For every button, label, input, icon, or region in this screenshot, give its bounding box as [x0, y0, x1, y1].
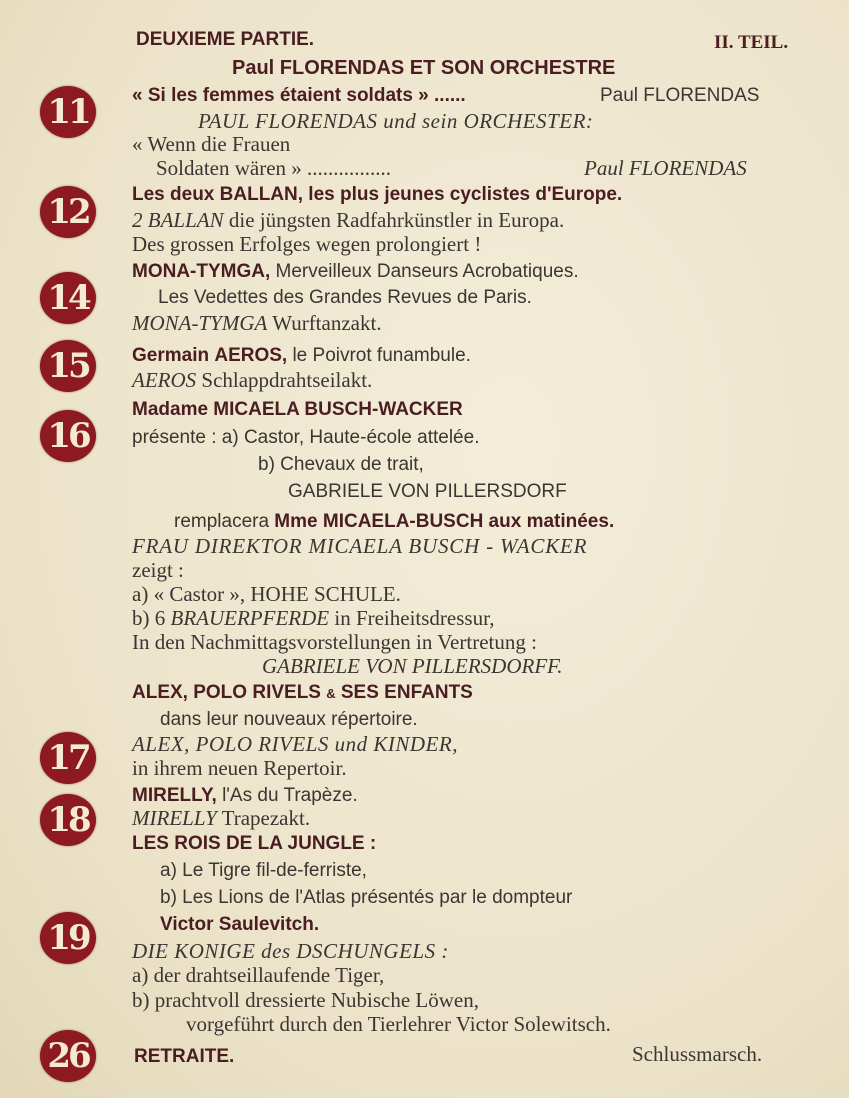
part-title-fr: DEUXIEME PARTIE. [136, 29, 315, 50]
act19-fr3: Victor Saulevitch. [160, 914, 320, 935]
act15-name: AEROS, [214, 345, 288, 366]
act15-de-desc: Schlappdrahtseilakt. [201, 368, 373, 392]
number-badge-14: 14 [40, 272, 96, 324]
act26-fr: RETRAITE. [134, 1046, 235, 1067]
act19-fr2: b) Les Lions de l'Atlas présentés par le dompteur [160, 887, 573, 908]
number-badge-15: 15 [40, 340, 96, 392]
act15-de [132, 368, 372, 392]
act17-title [132, 679, 473, 706]
act14-name: MONA-TYMGA, [132, 261, 271, 282]
act16-de5: GABRIELE VON PILLERSDORFF. [262, 654, 563, 678]
act19-fr1: a) Le Tigre fil-de-ferriste, [160, 860, 367, 881]
number-badge-26: 26 [40, 1030, 96, 1082]
act11-fr-author: Paul FLORENDAS [600, 85, 760, 106]
act14-fr [132, 258, 579, 284]
act17-de1: in ihrem neuen Repertoir. [132, 756, 347, 780]
act18-desc: l'As du Trapèze. [222, 785, 358, 806]
act16-title: Madame MICAELA BUSCH-WACKER [132, 399, 463, 420]
act14-desc: Merveilleux Danseurs Acrobatiques. [275, 261, 579, 282]
number-badge-17: 17 [40, 732, 96, 784]
act15-fr [132, 342, 471, 368]
act14-de [132, 311, 382, 335]
act19-title: LES ROIS DE LA JUNGLE : [132, 833, 377, 854]
act12-de1 [132, 208, 564, 232]
act16-de4: In den Nachmittagsvorstellungen in Vertretung : [132, 630, 537, 654]
act16-de3 [132, 606, 495, 630]
act14-de-desc: Wurftanzakt. [272, 311, 382, 335]
number-badge-16: 16 [40, 410, 96, 462]
act16-fr4-post: aux matinées. [488, 511, 615, 532]
act17-amp: & [326, 686, 336, 701]
act11-fr-title: « Si les femmes étaient soldats » ...... [132, 85, 466, 106]
act17-title-a: ALEX, POLO RIVELS [132, 682, 321, 703]
act12-de1-name: 2 BALLAN [132, 208, 224, 232]
act17-fr1: dans leur nouveaux répertoire. [160, 709, 418, 730]
act15-desc: le Poivrot funambule. [292, 345, 471, 366]
number-badge-18: 18 [40, 794, 96, 846]
act16-de2: a) « Castor », HOHE SCHULE. [132, 582, 401, 606]
act16-de3-name: BRAUERPFERDE [170, 606, 330, 630]
act19-de-title: DIE KONIGE des DSCHUNGELS : [132, 939, 449, 963]
act26-de: Schlussmarsch. [632, 1042, 763, 1066]
act19-de2: b) prachtvoll dressierte Nubische Löwen, [132, 988, 479, 1012]
act15-pre: Germain [132, 345, 210, 366]
act11-de-author: Paul FLORENDAS [584, 156, 747, 180]
act16-de-title: FRAU DIREKTOR MICAELA BUSCH - WACKER [132, 534, 588, 558]
act19-de3: vorgeführt durch den Tierlehrer Victor Solewitsch. [186, 1012, 611, 1036]
act16-fr4-pre: remplacera [174, 511, 270, 532]
act16-fr1: présente : a) Castor, Haute-école attelée. [132, 427, 480, 448]
act15-de-name: AEROS [132, 368, 197, 392]
act14-line2: Les Vedettes des Grandes Revues de Paris. [158, 287, 532, 308]
act11-de-title: PAUL FLORENDAS und sein ORCHESTER: [198, 109, 594, 133]
act16-fr3: GABRIELE VON PILLERSDORF [288, 481, 567, 502]
act18-name: MIRELLY, [132, 785, 217, 806]
number-badge-19: 19 [40, 912, 96, 964]
act17-de-title: ALEX, POLO RIVELS und KINDER, [132, 732, 458, 756]
act12-de1-rest: die jüngsten Radfahrkünstler in Europa. [228, 208, 565, 232]
act18-fr [132, 782, 358, 808]
act16-fr4 [174, 508, 614, 534]
act11-de-line2: Soldaten wären » ................ [156, 156, 392, 180]
number-badge-11: 11 [40, 86, 96, 138]
act16-fr4-name: Mme MICAELA-BUSCH [274, 511, 484, 532]
act18-de-desc: Trapezakt. [221, 806, 311, 830]
act18-de-name: MIRELLY [132, 806, 217, 830]
act16-de3-pre: b) 6 [132, 606, 166, 630]
act12-de2: Des grossen Erfolges wegen prolongiert ! [132, 232, 482, 256]
act17-title-b: SES ENFANTS [340, 682, 473, 703]
act18-de [132, 806, 310, 830]
act12-fr: Les deux BALLAN, les plus jeunes cyclistes d'Europe. [132, 184, 623, 205]
act19-de1: a) der drahtseillaufende Tiger, [132, 963, 385, 987]
act16-fr2: b) Chevaux de trait, [258, 454, 424, 475]
orchestra-title: Paul FLORENDAS ET SON ORCHESTRE [232, 57, 616, 79]
act14-de-name: MONA-TYMGA [132, 311, 268, 335]
act16-de1: zeigt : [132, 558, 184, 582]
number-badge-12: 12 [40, 186, 96, 238]
act11-de-line1: « Wenn die Frauen [132, 132, 291, 156]
act16-de3-post: in Freiheitsdressur, [334, 606, 495, 630]
part-title-de: II. TEIL. [714, 32, 789, 53]
